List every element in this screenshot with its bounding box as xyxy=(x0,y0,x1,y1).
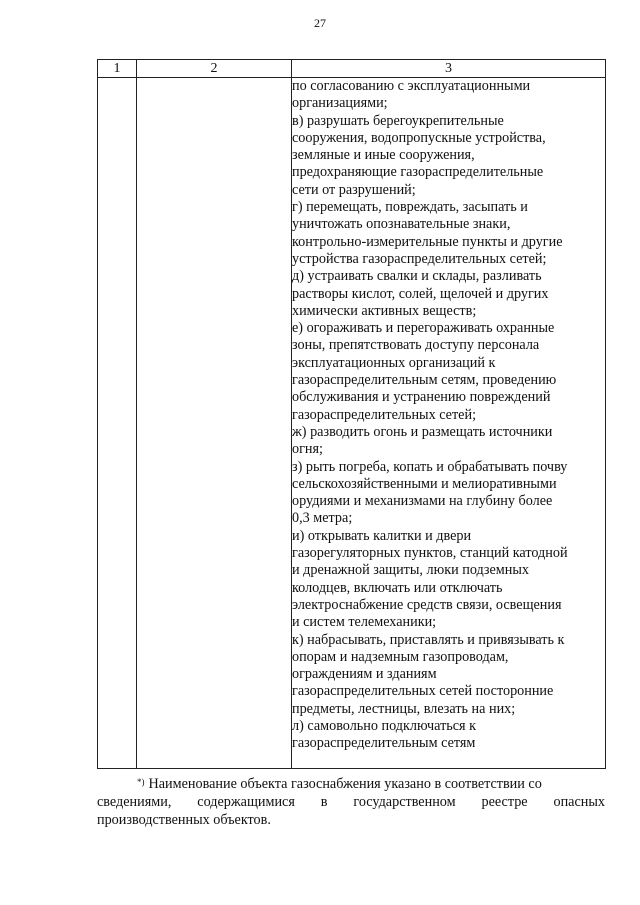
footnote-line-3: производственных объектов. xyxy=(97,812,271,828)
table-row xyxy=(98,78,606,769)
table-header-row xyxy=(98,60,606,78)
table-cell-column-3 xyxy=(292,78,606,769)
column3-text-line: эксплуатационных организаций к xyxy=(292,354,496,371)
column3-text-line: и дренажной защиты, люки подземных xyxy=(292,562,529,579)
column3-text-line: газораспределительных сетей посторонние xyxy=(292,683,554,700)
column3-text-line: и систем телемеханики; xyxy=(292,614,437,631)
column3-text-line: зоны, препятствовать доступу персонала xyxy=(292,337,540,354)
footnote-word: опасных xyxy=(553,794,605,810)
column3-text-line: колодцев, включать или отключать xyxy=(292,579,503,596)
footnote-word: реестре xyxy=(481,794,528,810)
column3-text-line: химически активных веществ; xyxy=(292,302,477,319)
column3-text-line: растворы кислот, солей, щелочей и других xyxy=(292,285,549,302)
restrictions-text xyxy=(292,78,605,753)
column3-text-line: в) разрушать берегоукрепительные xyxy=(292,112,504,129)
footnote-line-2 xyxy=(97,793,605,811)
column3-text-line: д) устраивать свалки и склады, разливать xyxy=(292,268,542,285)
column3-text-line: огня; xyxy=(292,441,323,458)
column3-text-line: газорегуляторных пунктов, станций катодной xyxy=(292,545,568,562)
column3-text-line: и) открывать калитки и двери xyxy=(292,527,472,544)
table-cell-column-1 xyxy=(98,78,137,769)
column3-text-line: сооружения, водопропускные устройства, xyxy=(292,129,546,146)
column3-text-line: опорам и надземным газопроводам, xyxy=(292,648,509,665)
column-header-2: 2 xyxy=(137,60,292,78)
table-cell-column-2 xyxy=(137,78,292,769)
footnote-word: государственном xyxy=(353,794,456,810)
column3-text-line: е) огораживать и перегораживать охранные xyxy=(292,320,555,337)
footnote-word: сведениями, xyxy=(97,794,172,810)
column3-text-line: предметы, лестницы, влезать на них; xyxy=(292,700,516,717)
column3-text-line: уничтожать опознавательные знаки, xyxy=(292,216,511,233)
column3-text-line: устройства газораспределительных сетей; xyxy=(292,250,547,267)
footnote-text-1: Наименование объекта газоснабжения указано в соответствии со xyxy=(148,776,542,792)
column3-text-line: предохраняющие газораспределительные xyxy=(292,164,544,181)
column3-text-line: орудиями и механизмами на глубину более xyxy=(292,493,553,510)
footnote-word: в xyxy=(320,794,328,810)
column3-text-line: электроснабжение средств связи, освещения xyxy=(292,596,562,613)
footnote-line-1 xyxy=(97,775,605,793)
footnote-word: содержащимися xyxy=(197,794,295,810)
column3-text-line: ж) разводить огонь и размещать источники xyxy=(292,423,553,440)
column3-text-line: к) набрасывать, приставлять и привязывать к xyxy=(292,631,565,648)
column3-text-line: 0,3 метра; xyxy=(292,510,353,527)
column3-text-line: сети от разрушений; xyxy=(292,181,416,198)
column3-text-line: контрольно-измерительные пункты и другие xyxy=(292,233,563,250)
column3-text-line: обслуживания и устранению повреждений xyxy=(292,389,551,406)
footnote-marker: *) xyxy=(137,777,145,787)
column3-text-line: л) самовольно подключаться к xyxy=(292,717,477,734)
column3-text-line: г) перемещать, повреждать, засыпать и xyxy=(292,199,528,216)
column3-text-line: сельскохозяйственными и мелиоративными xyxy=(292,475,557,492)
column-header-1: 1 xyxy=(98,60,137,78)
column3-text-line: по согласованию с эксплуатационными xyxy=(292,78,531,94)
column3-text-line: газораспределительных сетей; xyxy=(292,406,477,423)
column3-text-line: земляные и иные сооружения, xyxy=(292,147,475,164)
column-header-3: 3 xyxy=(292,60,606,78)
column3-text-line: организациями; xyxy=(292,95,388,112)
requirements-table xyxy=(97,59,606,769)
column3-text-line: ограждениям и зданиям xyxy=(292,666,437,683)
footnote xyxy=(97,775,605,829)
page-number: 27 xyxy=(314,16,326,30)
column3-text-line: газораспределительным сетям xyxy=(292,735,476,752)
column3-text-line: газораспределительным сетям, проведению xyxy=(292,372,557,389)
column3-text-line: з) рыть погреба, копать и обрабатывать почву xyxy=(292,458,568,475)
